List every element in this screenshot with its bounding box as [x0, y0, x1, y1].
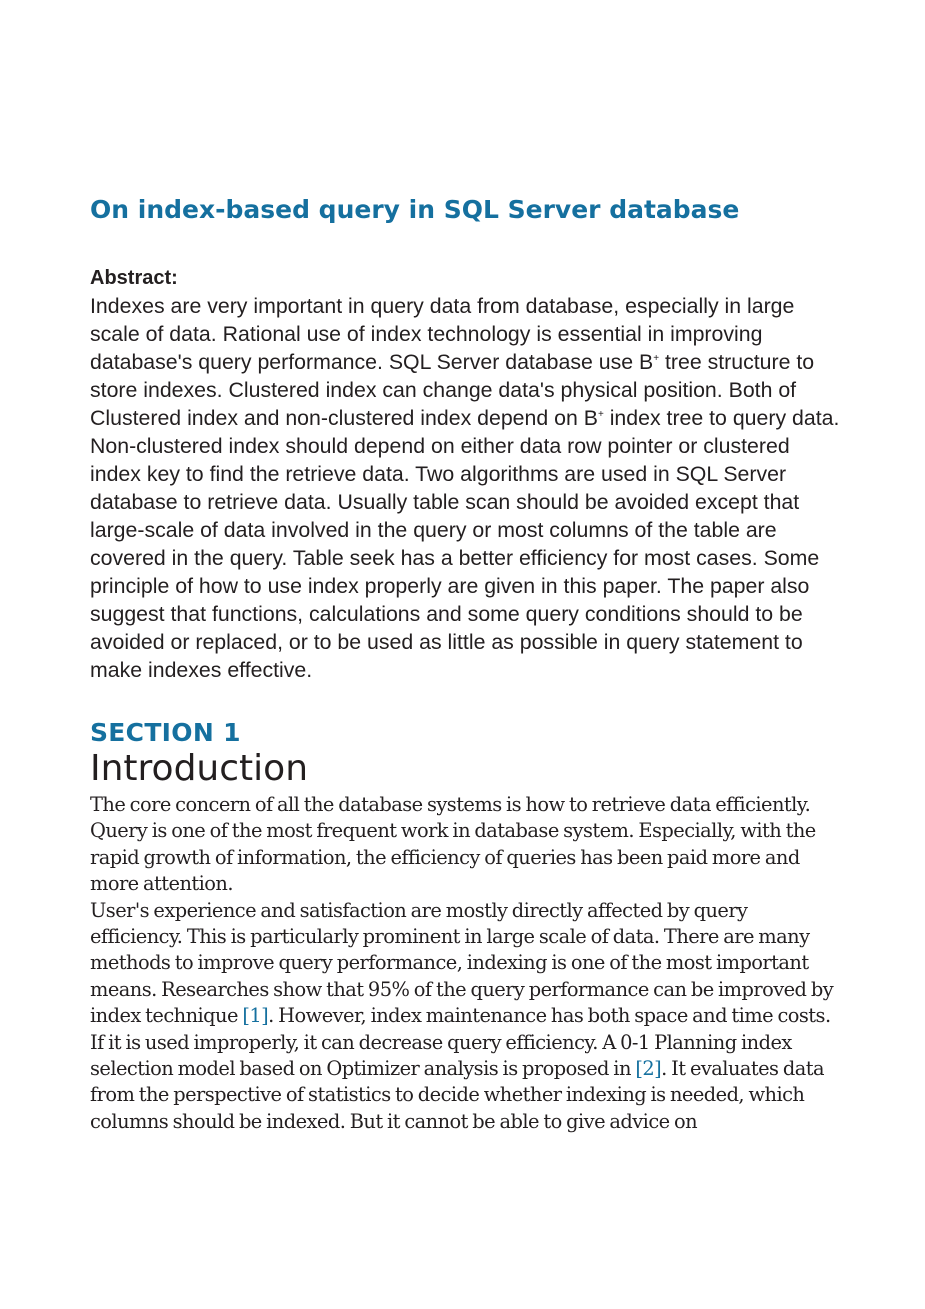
section-label: SECTION 1: [90, 718, 241, 747]
citation-link[interactable]: [2]: [635, 1057, 662, 1081]
paragraph: User's experience and satisfaction are mostly directly affected by query efficiency. This is particularly prominent in large scale of data. There are many methods to improve query performance, indexing is one of the most important means. Researches show that 95% of the query performance can be improved by index technique [1]. However, index maintenance has both space and time costs. If it is used improperly, it can decrease query efficiency. A 0-1 Planning index selection model based on Optimizer analysis is proposed in [2]. It evaluates data from the perspective of statistics to decide whether indexing is needed, which columns should be indexed. But it cannot be able to give advice on: [90, 898, 834, 1133]
section-body: [90, 792, 840, 1135]
abstract-heading: Abstract:: [90, 267, 178, 289]
paragraph: The core concern of all the database systems is how to retrieve data efficiently. Query is one of the most frequent work in database system. Especially, with the rapid growth of information, the efficiency of queries has been paid more and more attention.: [90, 793, 816, 896]
abstract-block: [90, 264, 840, 684]
paper-title: On index-based query in SQL Server database: [90, 195, 740, 224]
paper-page: [90, 192, 840, 1135]
abstract-text: Indexes are very important in query data from database, especially in large scale of data. Rational use of index technology is essential in improving database's query performance. SQL Server database use B+ tree structure to store indexes. Clustered index can change data's physical position. Both of Clustered index and non-clustered index depend on B+ index tree to query data. Non-clustered index should depend on either data row pointer or clustered index key to find the retrieve data. Two algorithms are used in SQL Server database to retrieve data. Usually table scan should be avoided except that large-scale of data involved in the query or most columns of the table are covered in the query. Table seek has a better efficiency for most cases. Some principle of how to use index properly are given in this paper. The paper also suggest that functions, calculations and some query conditions should to be avoided or replaced, or to be used as little as possible in query statement to make indexes effective.: [90, 294, 840, 682]
superscript-plus: +: [597, 409, 604, 420]
citation-link[interactable]: [1]: [242, 1004, 269, 1028]
section-title: Introduction: [90, 748, 309, 789]
superscript-plus: +: [653, 353, 660, 364]
